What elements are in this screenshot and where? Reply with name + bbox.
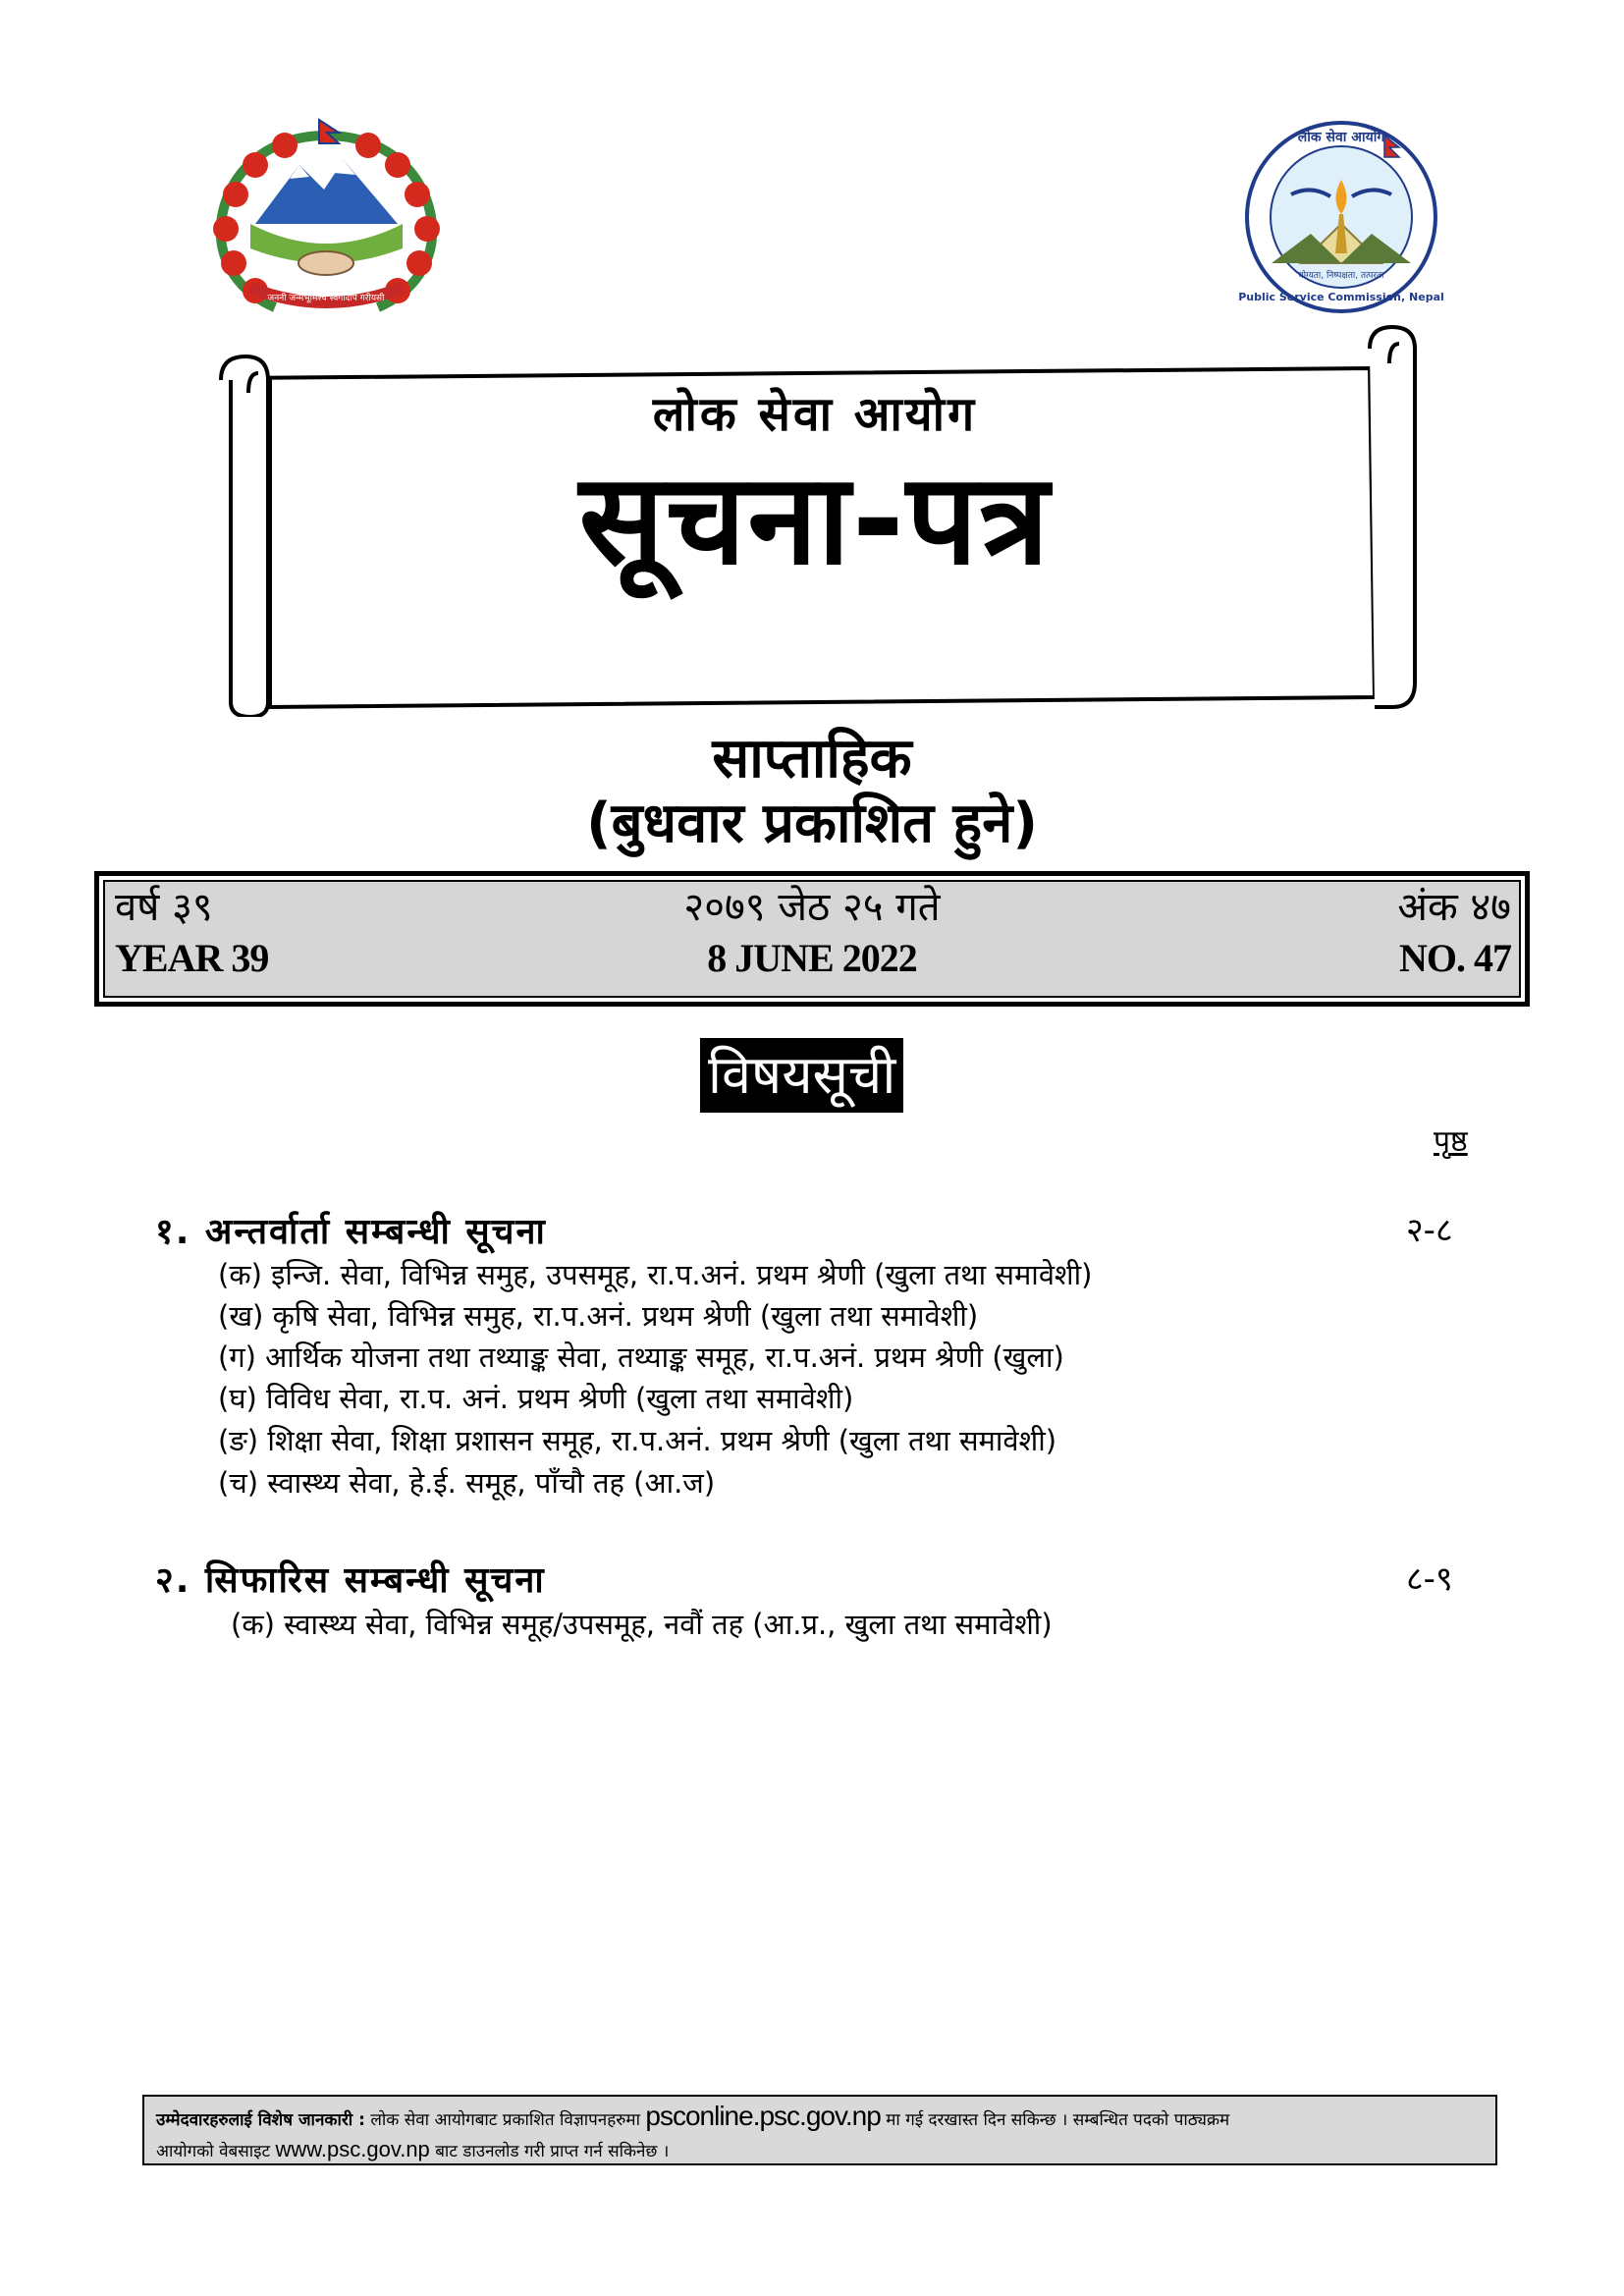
flag-icon [319,120,339,143]
emblem-motto: जननी जन्मभूमिश्च स्वर्गादपि गरीयसी [267,294,385,303]
mountain-icon [255,160,398,224]
toc-section-1-title: १. अन्तर्वार्ता सम्बन्धी सूचना [155,1212,547,1252]
frequency-note: (बुधवार प्रकाशित हुने) [586,792,1038,855]
frequency-label: साप्ताहिक [712,727,912,791]
org-name: लोक सेवा आयोग [652,387,978,442]
toc-item: (ङ) शिक्षा सेवा, शिक्षा प्रशासन समूह, रा.प.अनं. प्रथम श्रेणी (खुला तथा समावेशी) [218,1424,1057,1457]
notice-text: आयोगको वेबसाइट [156,2142,271,2161]
toc-item: (च) स्वास्थ्य सेवा, हे.ई. समूह, पाँचौ तह (आ.ज) [218,1466,716,1500]
notice-line-1 [156,2102,1484,2135]
notice-text: लोक सेवा आयोगबाट प्रकाशित विज्ञापनहरुमा [370,2110,640,2130]
candidate-notice-box [142,2095,1497,2165]
date-en: 8 JUNE 2022 [707,936,917,980]
toc-item: (क) इन्जि. सेवा, विभिन्न समुह, उपसमूह, रा.प.अनं. प्रथम श्रेणी (खुला तथा समावेशी) [218,1258,1093,1291]
volume-en: YEAR 39 [115,936,269,980]
psc-logo-emblem [1232,116,1450,317]
psconline-link[interactable]: psconline.psc.gov.np [645,2101,881,2131]
issue-number-np: अंक ४७ [1397,885,1511,930]
volume-np: वर्ष ३९ [115,885,213,930]
handshake-icon [298,251,353,275]
notice-label: उम्मेदवारहरुलाई विशेष जानकारी : [156,2110,365,2130]
toc-item: (घ) विविध सेवा, रा.प. अनं. प्रथम श्रेणी (खुला तथा समावेशी) [218,1382,854,1415]
logo-text-top: लोक सेवा आयोग [1297,130,1385,145]
psc-website-link[interactable]: www.psc.gov.np [275,2137,430,2161]
issue-info-box [94,871,1530,1007]
issue-number-en: NO. 47 [1399,936,1511,980]
publication-title: सूचना-पत्र [578,447,1052,593]
notice-line-2 [156,2135,1484,2166]
toc-section-1-pages: २-८ [1406,1211,1453,1250]
date-np: २०७९ जेठ २५ गते [683,885,941,930]
issue-info-inner [103,880,1521,998]
toc-item: (क) स्वास्थ्य सेवा, विभिन्न समूह/उपसमूह, नवौं तह (आ.प्र., खुला तथा समावेशी) [231,1608,1053,1641]
notice-text: मा गई दरखास्त दिन सकिन्छ । सम्बन्धित पदको पाठ्यक्रम [886,2110,1230,2130]
logo-motto: योग्यता, निष्पक्षता, तत्परता [1298,271,1384,281]
toc-heading: विषयसूची [700,1038,903,1113]
notice-text: बाट डाउनलोड गरी प्राप्त गर्न सकिनेछ । [435,2142,670,2161]
toc-section-2-pages: ८-९ [1406,1559,1453,1599]
nepal-coat-of-arms-emblem [196,116,457,317]
toc-item: (ग) आर्थिक योजना तथा तथ्याङ्क सेवा, तथ्याङ्क समूह, रा.प.अनं. प्रथम श्रेणी (खुला) [218,1340,1064,1374]
logo-text-bottom: Public Service Commission, Nepal [1238,291,1444,303]
toc-section-2-title: २. सिफारिस सम्बन्धी सूचना [155,1560,546,1601]
toc-item: (ख) कृषि सेवा, विभिन्न समुह, रा.प.अनं. प्रथम श्रेणी (खुला तथा समावेशी) [218,1299,979,1333]
page-column-label: पृष्ठ [1434,1124,1468,1159]
